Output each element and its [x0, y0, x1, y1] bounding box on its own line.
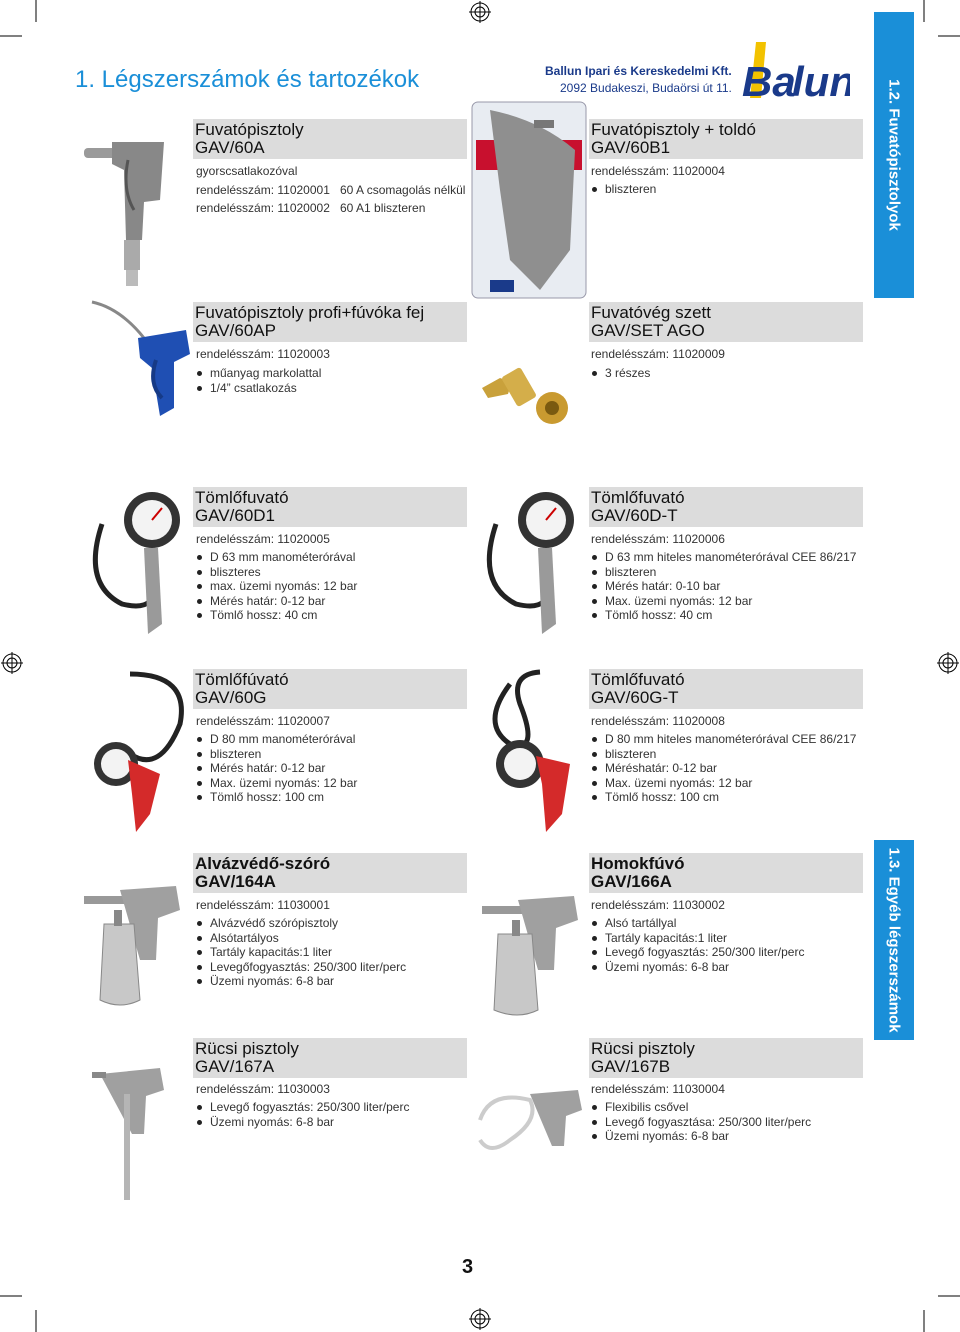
product-model: GAV/60B1: [591, 138, 671, 157]
feature-item: Tömlő hossz: 100 cm: [196, 790, 357, 805]
order-number: rendelésszám: 11020008: [591, 714, 725, 728]
order-number: rendelésszám: 11030003: [196, 1082, 330, 1096]
product-model: GAV/60AP: [195, 321, 276, 340]
product-image-blister-blow-gun: [470, 100, 588, 305]
feature-item: bliszteren: [591, 565, 856, 580]
product-name: Tömlőfuvató: [591, 670, 685, 689]
svg-text:lun: lun: [792, 58, 850, 105]
feature-item: bliszteres: [196, 565, 357, 580]
product-model: GAV/167B: [591, 1057, 671, 1076]
feature-item: Tartály kapacitás:1 liter: [591, 931, 804, 946]
feature-item: max. üzemi nyomás: 12 bar: [196, 579, 357, 594]
product-heading: [193, 853, 467, 893]
feature-list: [196, 732, 357, 805]
product-model: GAV/167A: [195, 1057, 275, 1076]
product-heading: [589, 853, 863, 893]
product-name: Rücsi pisztoly: [195, 1039, 299, 1058]
product-description: gyorscsatlakozóval: [196, 164, 298, 178]
feature-item: Tömlő hossz: 40 cm: [196, 608, 357, 623]
order-number: rendelésszám: 11030001: [196, 898, 330, 912]
feature-item: Méréshatár: 0-12 bar: [591, 761, 856, 776]
order-number: rendelésszám: 11020005: [196, 532, 330, 546]
feature-list: [196, 916, 406, 989]
page-number: 3: [462, 1256, 474, 1278]
feature-item: Alsótartályos: [196, 931, 406, 946]
order-number: rendelésszám: 11020004: [591, 164, 725, 178]
feature-item: bliszteren: [591, 182, 656, 197]
feature-item: Tömlő hossz: 100 cm: [591, 790, 856, 805]
product-heading: [589, 487, 863, 527]
feature-item: bliszteren: [591, 747, 856, 762]
feature-item: Üzemi nyomás: 6-8 bar: [196, 1115, 409, 1130]
section-tab-label: 1.3. Egyéb légszerszámok: [885, 847, 903, 1033]
feature-item: bliszteren: [196, 747, 357, 762]
product-image-texture-gun-a: [90, 1054, 180, 1209]
product-name: Tömlőfuvató: [591, 488, 685, 507]
feature-item: Mérés határ: 0-10 bar: [591, 579, 856, 594]
product-model: GAV/60G: [195, 688, 267, 707]
product-image-texture-gun-b: [470, 1080, 590, 1165]
packaging-note: 60 A1 bliszteren: [340, 201, 426, 215]
feature-list: [196, 550, 357, 623]
feature-list: [591, 732, 856, 805]
product-image-blue-blow-gun: [90, 298, 200, 433]
product-name: Fuvatópisztoly: [195, 120, 304, 139]
product-model: GAV/60D-T: [591, 506, 678, 525]
order-number: rendelésszám: 11020009: [591, 347, 725, 361]
product-name: Fuvatópisztoly profi+fúvóka fej: [195, 303, 425, 322]
order-number: rendelésszám: 11030002: [591, 898, 725, 912]
product-image-tire-inflator-gt: [480, 664, 590, 841]
product-model: GAV/166A: [591, 872, 672, 891]
product-model: GAV/164A: [195, 872, 276, 891]
product-heading: [193, 1038, 467, 1078]
product-heading: [193, 119, 467, 159]
product-name: Tömlőfuvató: [195, 488, 289, 507]
product-name: Rücsi pisztoly: [591, 1039, 695, 1058]
feature-list: [591, 366, 650, 381]
product-name: Tömlőfúvató: [195, 670, 289, 689]
product-model: GAV/SET AGO: [591, 321, 705, 340]
svg-text:Ba: Ba: [742, 58, 796, 105]
product-image-underbody-sprayer: [80, 860, 190, 1015]
product-name: Fuvatópisztoly + toldó: [591, 120, 756, 139]
feature-item: D 63 mm hiteles manométerórával CEE 86/217: [591, 550, 856, 565]
feature-item: Levegő fogyasztás: 250/300 liter/perc: [591, 945, 804, 960]
packaging-note: 60 A csomagolás nélkül: [340, 183, 466, 197]
company-name: Ballun Ipari és Kereskedelmi Kft.: [545, 64, 732, 78]
feature-list: [196, 366, 321, 395]
order-number: rendelésszám: 11020006: [591, 532, 725, 546]
ballun-logo: [740, 40, 850, 111]
order-number: rendelésszám: 11020003: [196, 347, 330, 361]
feature-list: [591, 182, 656, 197]
feature-item: Mérés határ: 0-12 bar: [196, 594, 357, 609]
product-image-nozzle-set: [472, 348, 582, 443]
order-number: rendelésszám: 11020001: [196, 183, 330, 197]
order-number: rendelésszám: 11030004: [591, 1082, 725, 1096]
product-image-blow-gun: [82, 130, 172, 295]
feature-item: 1/4” csatlakozás: [196, 381, 321, 396]
product-heading: [589, 1038, 863, 1078]
product-image-sandblaster: [478, 880, 588, 1025]
feature-item: Max. üzemi nyomás: 12 bar: [591, 776, 856, 791]
feature-item: Üzemi nyomás: 6-8 bar: [196, 974, 406, 989]
product-heading: [193, 487, 467, 527]
order-number: rendelésszám: 11020002: [196, 201, 330, 215]
product-model: GAV/60D1: [195, 506, 276, 525]
company-address: 2092 Budakeszi, Budaörsi út 11.: [560, 81, 732, 95]
product-heading: [589, 669, 863, 709]
feature-item: Flexibilis csővel: [591, 1100, 811, 1115]
feature-list: [591, 916, 804, 974]
feature-item: D 80 mm manométerórával: [196, 732, 357, 747]
product-model: GAV/60A: [195, 138, 265, 157]
feature-item: 3 részes: [591, 366, 650, 381]
feature-item: Levegő fogyasztás: 250/300 liter/perc: [196, 1100, 409, 1115]
product-name: Alvázvédő-szóró: [195, 854, 331, 873]
product-image-tire-gauge-d1: [82, 484, 192, 649]
feature-item: Alvázvédő szórópisztoly: [196, 916, 406, 931]
feature-item: Üzemi nyomás: 6-8 bar: [591, 960, 804, 975]
section-tab-fuvatopisztolyok: [874, 12, 914, 298]
feature-item: Üzemi nyomás: 6-8 bar: [591, 1129, 811, 1144]
feature-item: Levegőfogyasztás: 250/300 liter/perc: [196, 960, 406, 975]
feature-item: Tömlő hossz: 40 cm: [591, 608, 856, 623]
product-model: GAV/60G-T: [591, 688, 679, 707]
feature-item: Mérés határ: 0-12 bar: [196, 761, 357, 776]
page-title: 1. Légszerszámok és tartozékok: [75, 66, 420, 93]
feature-list: [196, 1100, 409, 1129]
feature-item: D 80 mm hiteles manométerórával CEE 86/217: [591, 732, 856, 747]
product-name: Fuvatóvég szett: [591, 303, 712, 322]
feature-list: [591, 550, 856, 623]
feature-item: Max. üzemi nyomás: 12 bar: [196, 776, 357, 791]
product-heading: [589, 119, 863, 159]
section-tab-label: 1.2. Fuvatópisztolyok: [885, 79, 903, 231]
product-image-tire-inflator-g: [90, 664, 200, 841]
section-tab-egyeb-legszerszamok: [874, 840, 914, 1040]
feature-item: D 63 mm manométerórával: [196, 550, 357, 565]
feature-item: műanyag markolattal: [196, 366, 321, 381]
product-heading: [193, 669, 467, 709]
product-image-tire-gauge-dt: [476, 484, 586, 649]
product-heading: [589, 302, 863, 342]
feature-item: Tartály kapacitás:1 liter: [196, 945, 406, 960]
order-number: rendelésszám: 11020007: [196, 714, 330, 728]
feature-list: [591, 1100, 811, 1144]
product-name: Homokfúvó: [591, 854, 685, 873]
feature-item: Alsó tartállyal: [591, 916, 804, 931]
feature-item: Levegő fogyasztása: 250/300 liter/perc: [591, 1115, 811, 1130]
feature-item: Max. üzemi nyomás: 12 bar: [591, 594, 856, 609]
product-heading: [193, 302, 467, 342]
